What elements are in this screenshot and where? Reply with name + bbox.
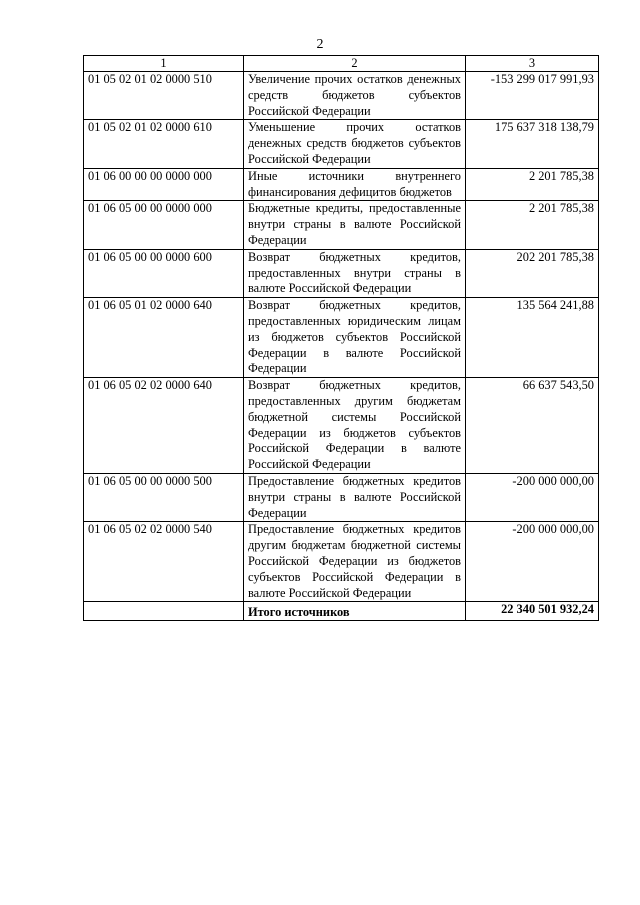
row-name: Предоставление бюджетных кредитов другим бюджетам бюджетной системы Российской Федерации из бюджетов субъектов Российской Федерации в валюте Российской Федерации	[244, 522, 466, 602]
financing-sources-table	[83, 55, 599, 621]
table-row	[84, 120, 599, 168]
row-name: Увеличение прочих остатков денежных средств бюджетов субъектов Российской Федерации	[244, 72, 466, 120]
table-row	[84, 298, 599, 378]
row-amount: 2 201 785,38	[466, 168, 599, 201]
row-code: 01 06 05 01 02 0000 640	[84, 298, 244, 378]
total-label: Итого источников	[244, 602, 466, 621]
total-code	[84, 602, 244, 621]
table-row	[84, 473, 599, 521]
row-amount: 2 201 785,38	[466, 201, 599, 249]
row-amount: -153 299 017 991,93	[466, 72, 599, 120]
table-row	[84, 168, 599, 201]
row-code: 01 06 00 00 00 0000 000	[84, 168, 244, 201]
row-amount: -200 000 000,00	[466, 522, 599, 602]
table-row	[84, 378, 599, 474]
row-code: 01 05 02 01 02 0000 510	[84, 72, 244, 120]
row-amount: 175 637 318 138,79	[466, 120, 599, 168]
row-amount: -200 000 000,00	[466, 473, 599, 521]
row-name: Уменьшение прочих остатков денежных средств бюджетов субъектов Российской Федерации	[244, 120, 466, 168]
row-amount: 66 637 543,50	[466, 378, 599, 474]
table-row	[84, 249, 599, 297]
row-amount: 135 564 241,88	[466, 298, 599, 378]
row-code: 01 06 05 02 02 0000 640	[84, 378, 244, 474]
column-header-2: 2	[244, 56, 466, 72]
column-header-3: 3	[466, 56, 599, 72]
page-number: 2	[316, 37, 324, 52]
table-row	[84, 72, 599, 120]
table-row	[84, 201, 599, 249]
row-name: Иные источники внутреннего финансирования дефицитов бюджетов	[244, 168, 466, 201]
row-code: 01 06 05 00 00 0000 500	[84, 473, 244, 521]
row-code: 01 06 05 02 02 0000 540	[84, 522, 244, 602]
row-code: 01 05 02 01 02 0000 610	[84, 120, 244, 168]
row-code: 01 06 05 00 00 0000 600	[84, 249, 244, 297]
column-header-1: 1	[84, 56, 244, 72]
row-name: Возврат бюджетных кредитов, предоставленных юридическим лицам из бюджетов субъектов Российской Федерации в валюте Российской Федерации	[244, 298, 466, 378]
table-row	[84, 522, 599, 602]
row-name: Возврат бюджетных кредитов, предоставленных другим бюджетам бюджетной системы Российской Федерации из бюджетов субъектов Российской Федерации в валюте Российской Федерации	[244, 378, 466, 474]
row-name: Предоставление бюджетных кредитов внутри страны в валюте Российской Федерации	[244, 473, 466, 521]
row-name: Возврат бюджетных кредитов, предоставленных внутри страны в валюте Российской Федерации	[244, 249, 466, 297]
total-amount: 22 340 501 932,24	[466, 602, 599, 621]
row-name: Бюджетные кредиты, предоставленные внутри страны в валюте Российской Федерации	[244, 201, 466, 249]
row-amount: 202 201 785,38	[466, 249, 599, 297]
total-row	[84, 602, 599, 621]
table-header-row	[84, 56, 599, 72]
row-code: 01 06 05 00 00 0000 000	[84, 201, 244, 249]
